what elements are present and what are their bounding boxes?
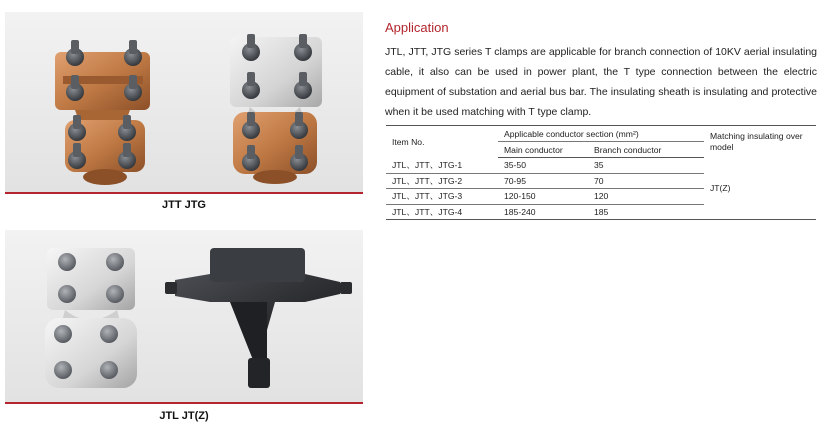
header-main-conductor: Main conductor [498,142,588,158]
caption-jtl-jtz: JTL JT(Z) [159,410,209,422]
insulating-sheath-jtz [165,248,352,388]
cell-item: JTL、JTT、JTG-3 [386,189,498,205]
cell-main: 70-95 [498,173,588,189]
header-matching-model: Matching insulating over model [704,126,816,158]
spec-table [386,125,816,220]
cell-branch: 35 [588,158,704,174]
cell-item: JTL、JTT、JTG-1 [386,158,498,174]
table-row [386,158,816,174]
product-photo-jtl-jtz [5,230,363,404]
aluminum-clamp-jtl [45,248,137,388]
application-description: JTL, JTT, JTG series T clamps are applicable for branch connection of 10KV aerial insulating cable, it also can be used in power plant, the T type connection between the electric equipment of substation and aerial bus bar. The insulating sheath is insulating and protective when it be used matching with T type clamp. [385,46,817,118]
jtt-jtg-clamps-image [5,12,363,192]
cell-item: JTL、JTT、JTG-4 [386,204,498,220]
header-branch-conductor: Branch conductor [588,142,704,158]
cell-branch: 120 [588,189,704,205]
copper-clamp-jtt [55,40,150,185]
cell-matching-model: JT(Z) [704,158,816,220]
application-heading: Application [385,20,449,35]
jtl-jtz-image [5,230,363,402]
caption-jtt-jtg: JTT JTG [161,199,206,211]
cell-main: 120-150 [498,189,588,205]
cell-item: JTL、JTT、JTG-2 [386,173,498,189]
cell-branch: 185 [588,204,704,220]
cell-main: 35-50 [498,158,588,174]
product-photo-jtt-jtg [5,12,363,194]
cell-branch: 70 [588,173,704,189]
bimetal-clamp-jtg [230,34,322,184]
header-conductor-section: Applicable conductor section (mm²) [498,126,704,142]
cell-main: 185-240 [498,204,588,220]
header-item-no: Item No. [386,126,498,158]
